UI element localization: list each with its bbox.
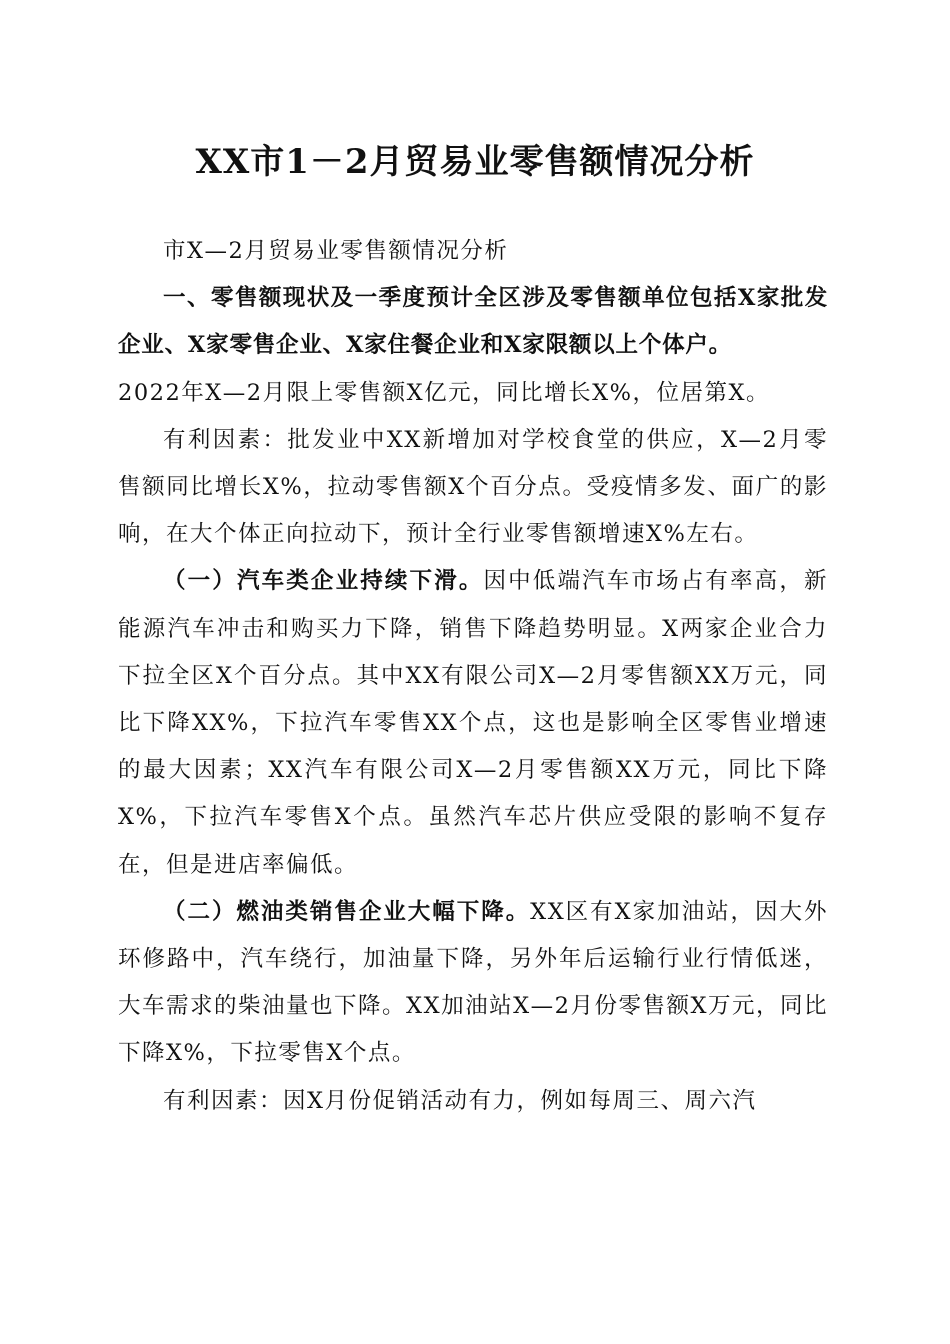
- document-title: XX市1－2月贸易业零售额情况分析: [195, 142, 755, 182]
- item-1-paragraph: [118, 558, 828, 888]
- favorable-factors-paragraph-2: 有利因素：因X月份促销活动有力，例如每周三、周六汽: [163, 1087, 757, 1114]
- item-1-lead: （一）汽车类企业持续下滑。: [163, 568, 484, 595]
- section-1-continuation: 2022年X—2月限上零售额X亿元，同比增长X%，位居第X。: [118, 379, 771, 406]
- document-body: [118, 228, 828, 1125]
- subtitle-paragraph: 市X—2月贸易业零售额情况分析: [163, 238, 509, 264]
- item-2-lead: （二）燃油类销售企业大幅下降。: [163, 898, 531, 925]
- item-2-paragraph: [118, 889, 828, 1078]
- item-1-text: 因中低端汽车市场占有率高，新能源汽车冲击和购买力下降，销售下降趋势明显。X两家企业合力下拉全区X个百分点。其中XX有限公司X—2月零售额XX万元，同比下降XX%，下拉汽车零售XX个点，这也是影响全区零售业增速的最大因素；XX汽车有限公司X—2月零售额XX万元，同比下降X%，下拉汽车零售X个点。虽然汽车芯片供应受限的影响不复存在，但是进店率偏低。: [118, 568, 828, 878]
- section-1-heading: 一、零售额现状及一季度预计全区涉及零售额单位包括X家批发企业、X家零售企业、X家住餐企业和X家限额以上个体户。: [118, 285, 828, 359]
- favorable-factors-paragraph-1: 有利因素：批发业中XX新增加对学校食堂的供应，X—2月零售额同比增长X%，拉动零售额X个百分点。受疫情多发、面广的影响，在大个体正向拉动下，预计全行业零售额增速X%左右。: [118, 426, 828, 548]
- item-2-text: XX区有X家加油站，因大外环修路中，汽车绕行，加油量下降，另外年后运输行业行情低迷，大车需求的柴油量也下降。XX加油站X—2月份零售额X万元，同比下降X%，下拉零售X个点。: [118, 898, 828, 1067]
